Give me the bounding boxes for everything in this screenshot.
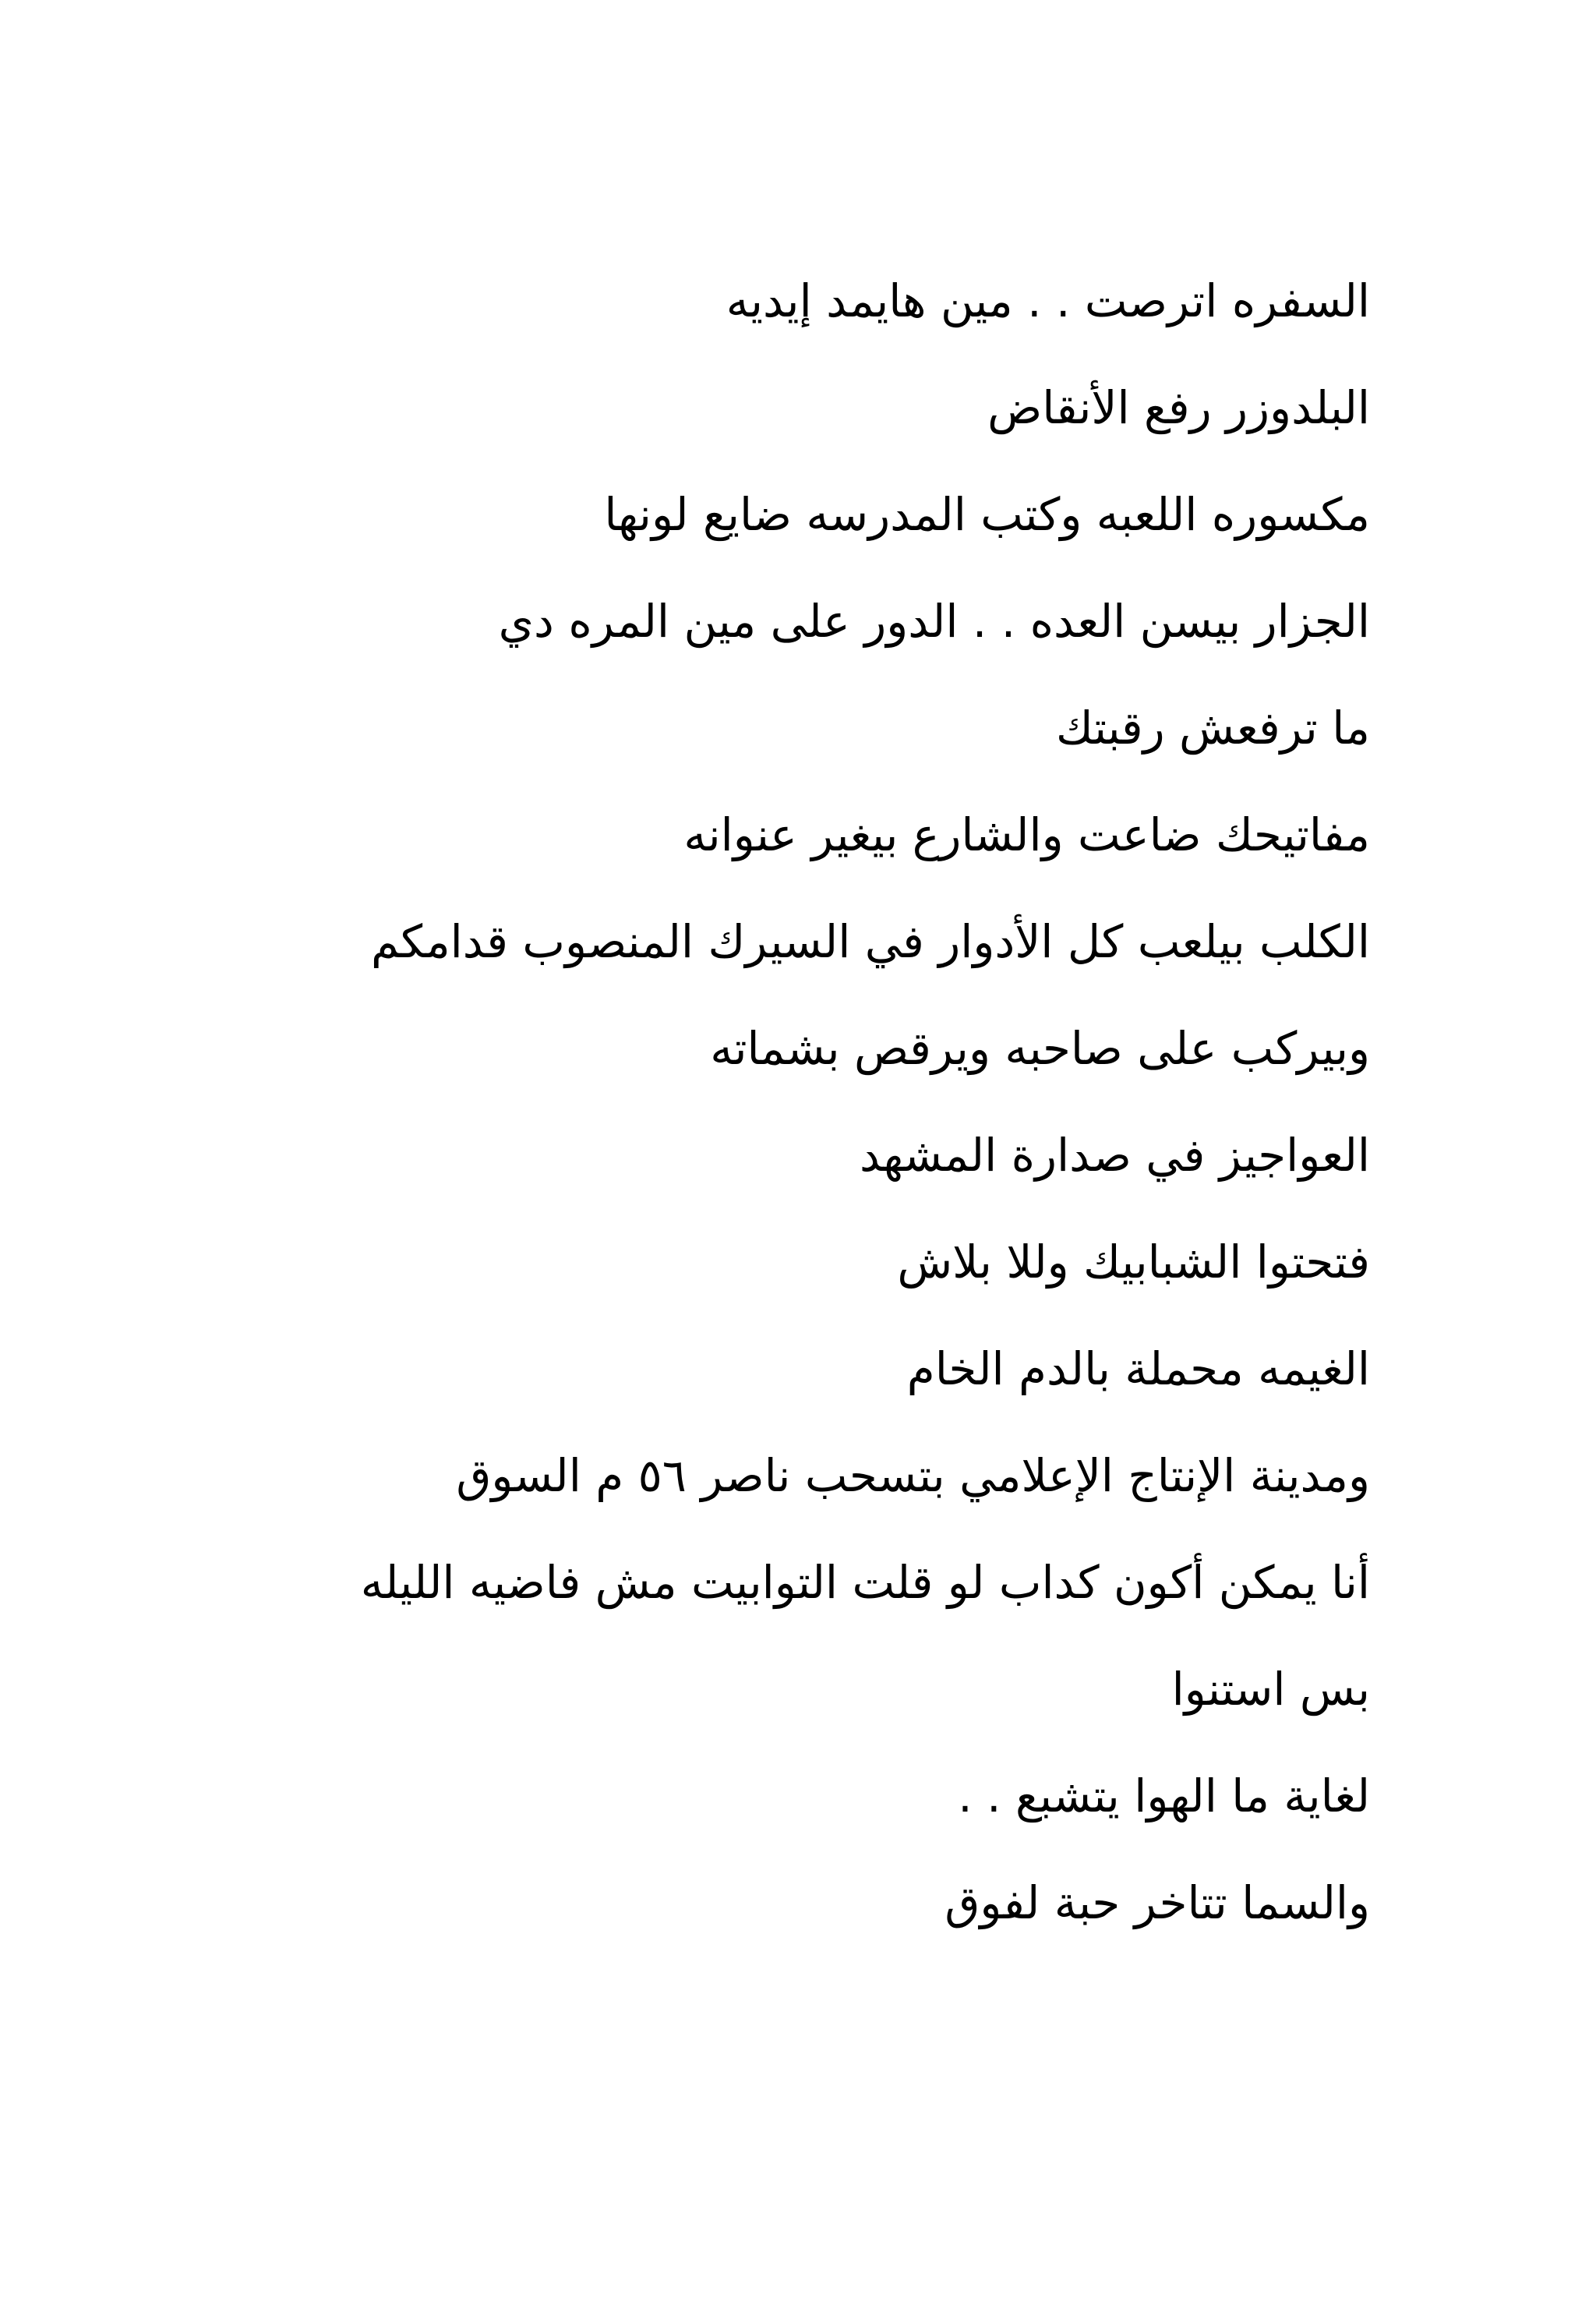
poem-line-5: ما ترفعش رقبتك: [1055, 702, 1370, 755]
poem-line-11: الغيمه محملة بالدم الخام: [906, 1342, 1370, 1395]
poem-line-2: البلدوزر رفع الأنقاض: [987, 381, 1370, 434]
poem-line-8: وبيركب على صاحبه ويرقص بشماته: [710, 1022, 1370, 1075]
poem-line-12: ومدينة الإنتاج الإعلامي بتسحب ناصر ٥٦ م السوق: [456, 1449, 1370, 1502]
poem-line-15: لغاية ما الهوا يتشبع . .: [958, 1769, 1370, 1822]
poem-text: [123, 248, 1370, 1957]
poem-line-10: فتحتوا الشبابيك وللا بلاش: [897, 1236, 1370, 1289]
poem-line-13: أنا يمكن أكون كداب لو قلت التوابيت مش فاضيه الليله: [360, 1556, 1370, 1609]
poem-line-3: مكسوره اللعبه وكتب المدرسه ضايع لونها: [604, 488, 1370, 541]
poem-line-1: السفره اترصت . . مين هايمد إيديه: [726, 274, 1370, 327]
poem-line-16: والسما تتاخر حبة لفوق: [945, 1876, 1370, 1929]
poem-line-9: العواجيز في صدارة المشهد: [859, 1129, 1370, 1182]
poem-line-6: مفاتيحك ضاعت والشارع بيغير عنوانه: [683, 808, 1370, 861]
poem-line-14: بس استنوا: [1171, 1663, 1370, 1716]
poem-line-7: الكلب بيلعب كل الأدوار في السيرك المنصوب قدامكم: [370, 915, 1370, 968]
poem-line-4: الجزار بيسن العده . . الدور على مين المره دي: [498, 595, 1370, 648]
